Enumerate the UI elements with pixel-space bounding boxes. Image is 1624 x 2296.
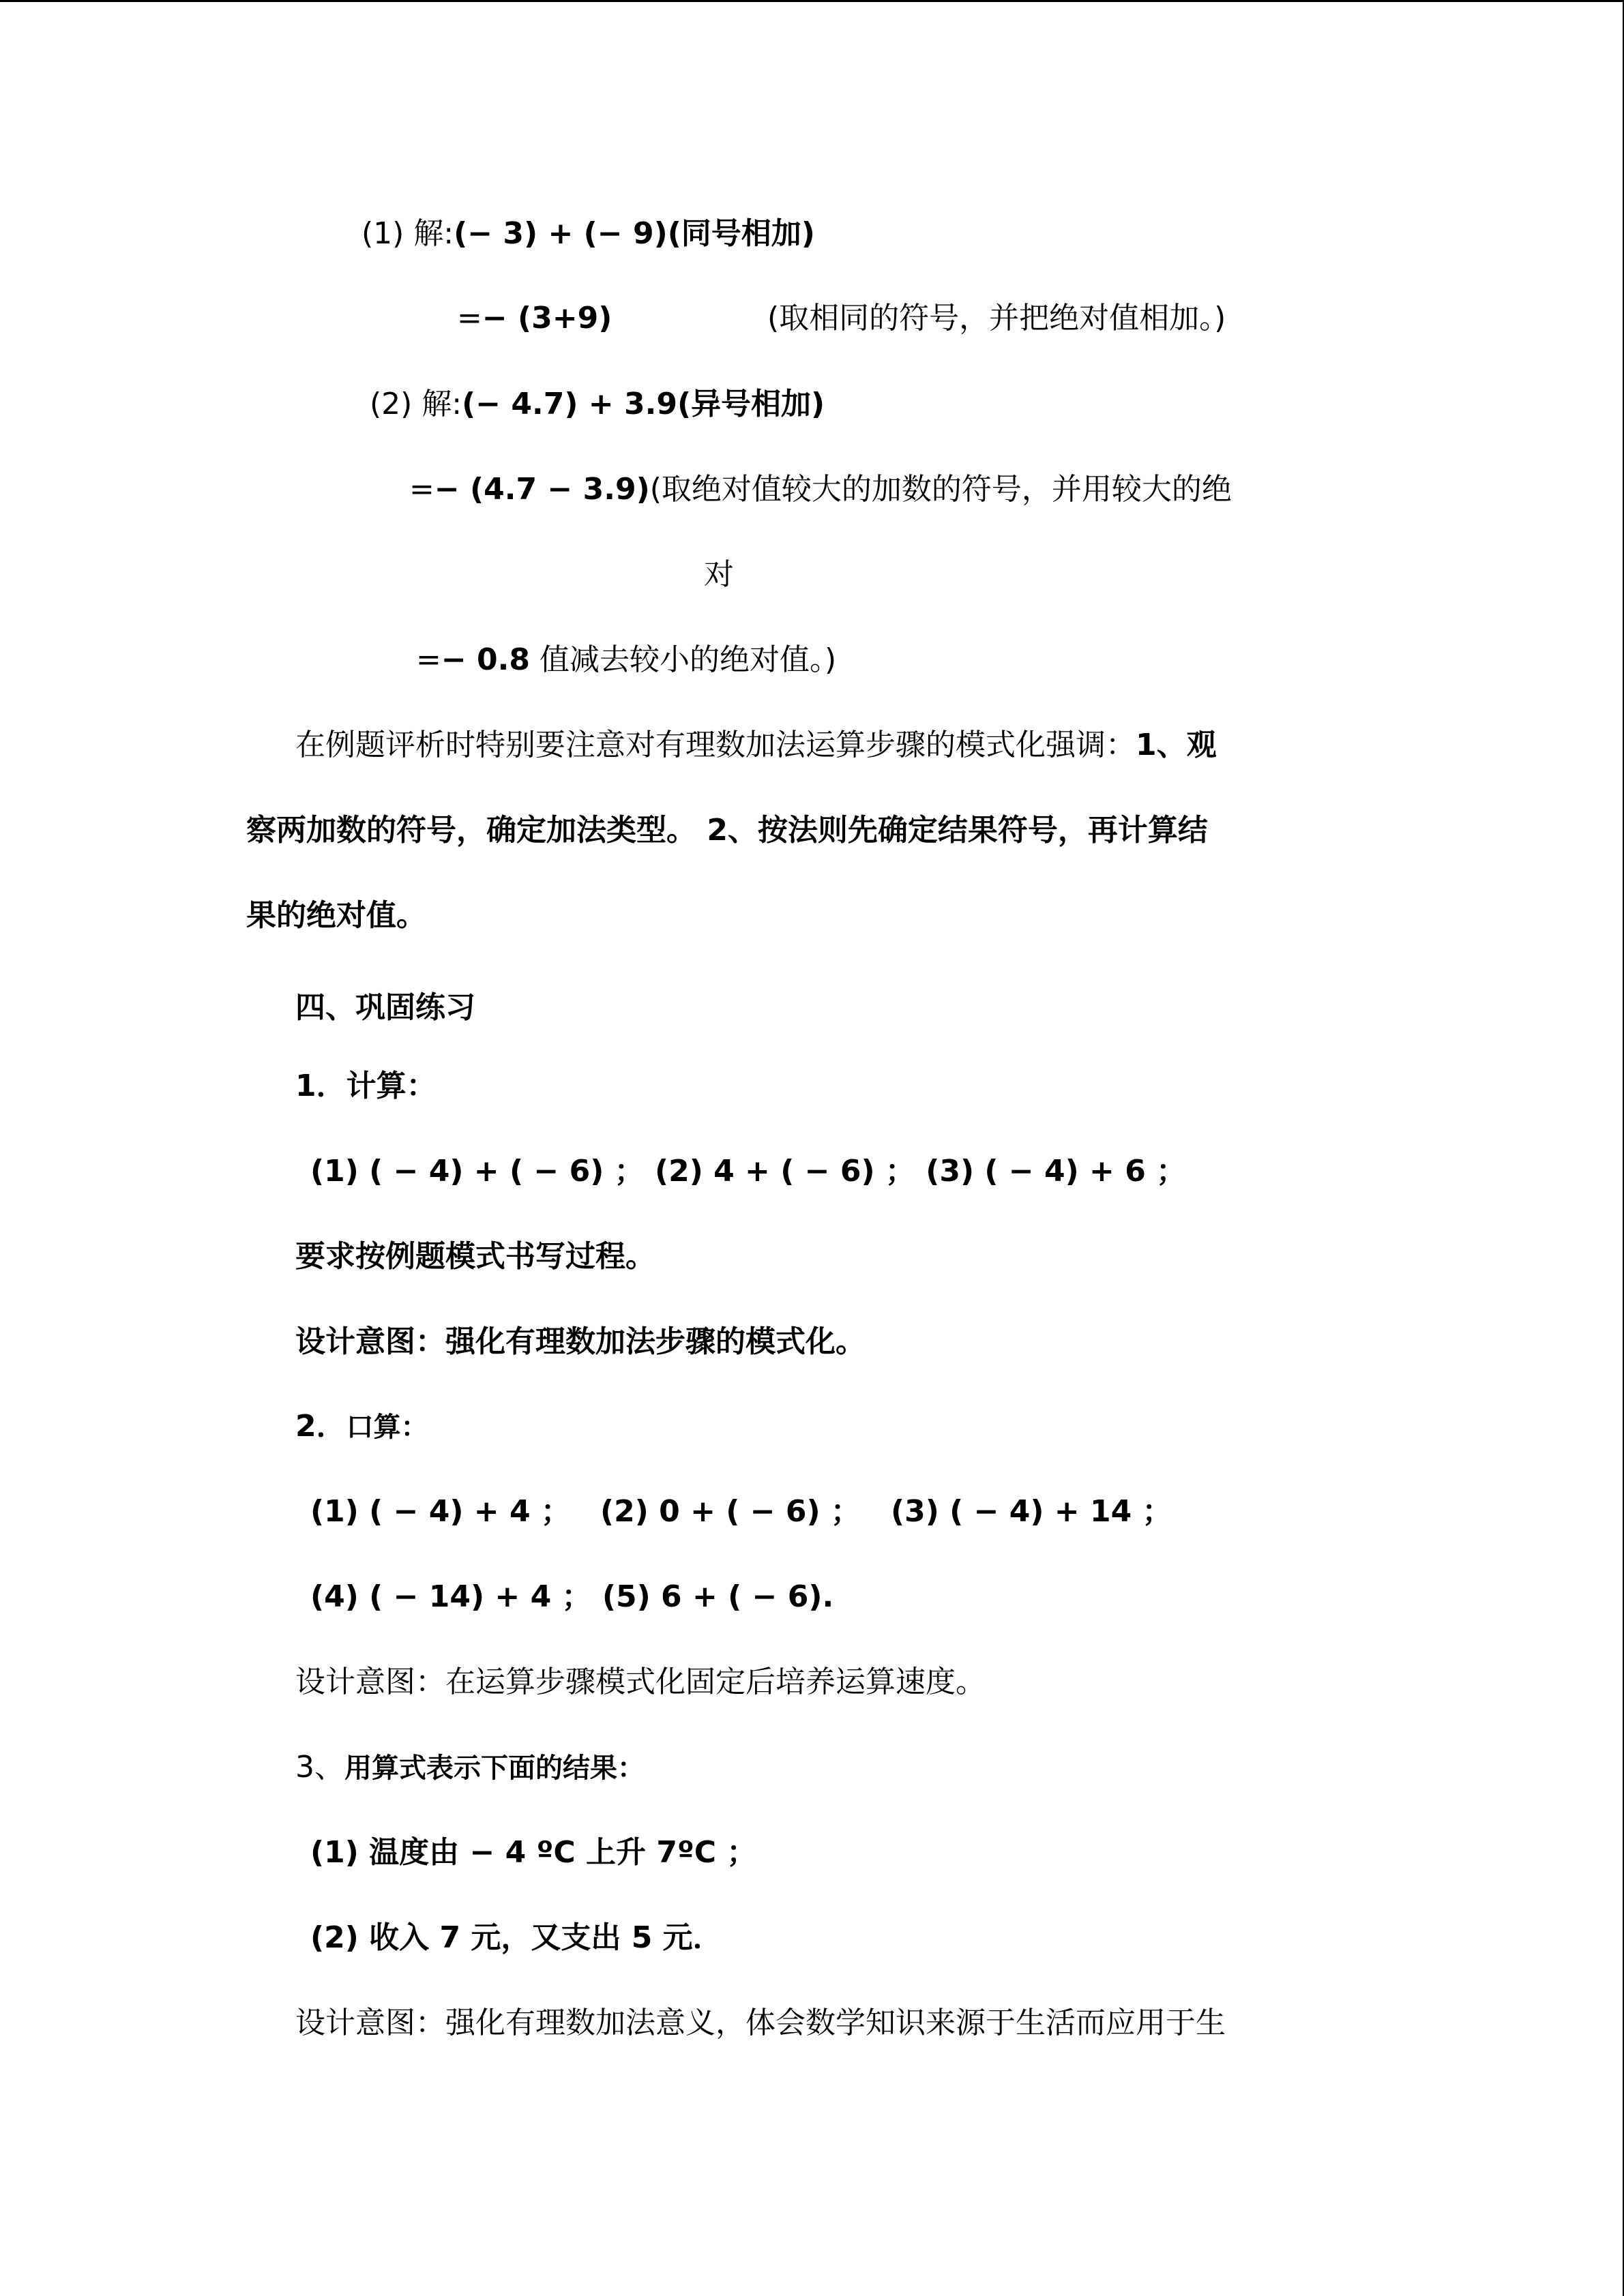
paragraph-line-2: 察两加数的符号，确定加法类型。 2、按法则先确定结果符号，再计算结: [246, 813, 1208, 848]
example-1-step: =− (3+9): [457, 301, 612, 336]
design-intent-1: 设计意图：强化有理数加法步骤的模式化。: [295, 1324, 866, 1359]
example-2-wrap: 对: [704, 557, 734, 592]
exercise-2-heading: 2．口算：: [295, 1409, 428, 1444]
section-heading: 四、巩固练习: [295, 990, 475, 1025]
example-2-solution: (2) 解:(− 4.7) + 3.9(异号相加): [370, 387, 825, 421]
exercise-3-heading: 3、用算式表示下面的结果：: [295, 1750, 645, 1785]
top-border: [0, 0, 1624, 2]
exercise-2-problems-d: (4) ( − 14) + 4 ； (5) 6 + ( − 6).: [310, 1579, 834, 1614]
example-2-step: =− (4.7 − 3.9)(取绝对值较大的加数的符号，并用较大的绝: [409, 472, 1232, 507]
exercise-1-problems: (1) ( − 4) + ( − 6) ； (2) 4 + ( − 6) ； (3) ( − 4) + 6 ；: [310, 1154, 1187, 1189]
exercise-1-requirement: 要求按例题模式书写过程。: [295, 1239, 655, 1274]
paragraph-line-3: 果的绝对值。: [246, 898, 426, 933]
exercise-2-problems-c: (3) ( − 4) + 14 ；: [891, 1494, 1172, 1529]
exercise-3-item-1: (1) 温度由 − 4 ºC 上升 7ºC ；: [310, 1835, 757, 1870]
paragraph-line-1: 在例题评析时特别要注意对有理数加法运算步骤的模式化强调：1、观: [295, 728, 1217, 762]
design-intent-2: 设计意图：在运算步骤模式化固定后培养运算速度。: [295, 1665, 986, 1699]
example-1-solution: (1) 解:(− 3) + (− 9)(同号相加): [361, 216, 815, 251]
exercise-1-heading: 1．计算：: [295, 1069, 437, 1103]
example-2-result: =− 0.8 值减去较小的绝对值。): [416, 642, 837, 677]
exercise-2-problems-a: (1) ( − 4) + 4 ；: [310, 1494, 571, 1529]
example-1-note: (取相同的符号，并把绝对值相加。): [767, 301, 1226, 336]
exercise-2-problems-b: (2) 0 + ( − 6) ；: [600, 1494, 861, 1529]
exercise-3-item-2: (2) 收入 7 元，又支出 5 元．: [310, 1920, 723, 1955]
design-intent-3: 设计意图：强化有理数加法意义，体会数学知识来源于生活而应用于生: [295, 2006, 1226, 2040]
